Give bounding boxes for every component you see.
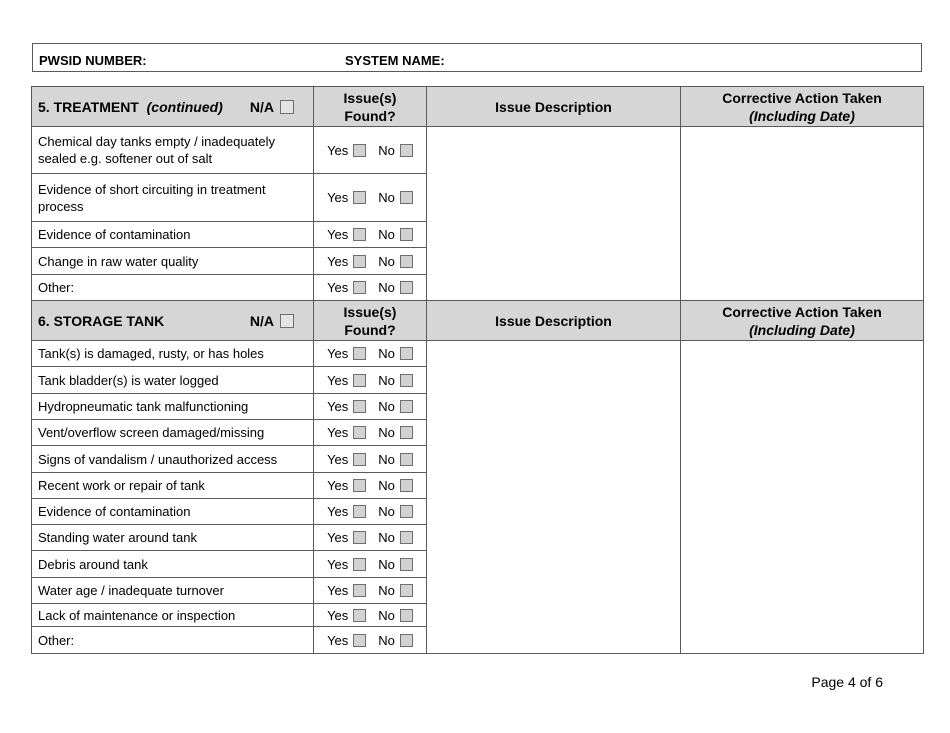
item-label: Standing water around tank: [32, 525, 314, 551]
no-label: No: [378, 583, 395, 598]
no-label: No: [378, 504, 395, 519]
yes-option: [327, 633, 366, 648]
no-checkbox[interactable]: [400, 634, 413, 647]
no-option: [378, 557, 413, 572]
no-label: No: [378, 190, 395, 205]
yes-option: [327, 280, 366, 295]
yes-checkbox[interactable]: [353, 374, 366, 387]
no-label: No: [378, 280, 395, 295]
storage-issue-description-field[interactable]: [427, 341, 681, 654]
issue-description-header: Issue Description: [427, 301, 681, 341]
no-option: [378, 254, 413, 269]
yes-checkbox[interactable]: [353, 453, 366, 466]
yes-label: Yes: [327, 190, 349, 205]
no-checkbox[interactable]: [400, 191, 413, 204]
yes-option: [327, 452, 366, 467]
item-label: Lack of maintenance or inspection: [32, 604, 314, 627]
no-option: [378, 399, 413, 414]
yes-label: Yes: [327, 253, 349, 269]
storage-title: 6. STORAGE TANK: [38, 312, 165, 329]
issues-found-line1: Issue(s): [343, 89, 397, 106]
no-checkbox[interactable]: [400, 531, 413, 544]
yes-label: Yes: [327, 142, 349, 158]
item-label: Evidence of contamination: [32, 499, 314, 525]
yes-option: [327, 557, 366, 572]
yes-no-options: [314, 248, 427, 275]
yes-no-options: [314, 627, 427, 654]
issues-found-header: [314, 87, 427, 127]
yes-no-options: [314, 394, 427, 420]
yes-label: Yes: [327, 478, 349, 493]
no-label: No: [378, 346, 395, 361]
yes-checkbox[interactable]: [353, 558, 366, 571]
treatment-item-row: [32, 127, 924, 174]
item-label: Evidence of short circuiting in treatment process: [32, 174, 314, 222]
no-option: [378, 280, 413, 295]
item-label: Other:: [32, 627, 314, 654]
yes-option: [327, 143, 366, 158]
yes-checkbox[interactable]: [353, 144, 366, 157]
no-checkbox[interactable]: [400, 374, 413, 387]
yes-option: [327, 227, 366, 242]
yes-label: Yes: [327, 227, 349, 242]
na-label: N/A: [249, 312, 274, 329]
item-label: Tank bladder(s) is water logged: [32, 367, 314, 394]
no-checkbox[interactable]: [400, 347, 413, 360]
treatment-na: [250, 99, 294, 115]
yes-label: Yes: [327, 583, 349, 598]
yes-checkbox[interactable]: [353, 584, 366, 597]
no-label: No: [378, 478, 395, 493]
yes-checkbox[interactable]: [353, 479, 366, 492]
yes-label: Yes: [327, 530, 349, 545]
yes-no-options: [314, 551, 427, 578]
yes-checkbox[interactable]: [353, 191, 366, 204]
no-label: No: [378, 607, 395, 623]
yes-no-options: [314, 341, 427, 367]
item-label: Change in raw water quality: [32, 248, 314, 275]
issues-found-line2: Found?: [344, 107, 396, 124]
no-checkbox[interactable]: [400, 609, 413, 622]
treatment-section-title: [32, 87, 314, 127]
page-number: Page 4 of 6: [811, 674, 883, 690]
yes-no-options: [314, 222, 427, 248]
treatment-header-row: [32, 87, 924, 127]
item-label: Recent work or repair of tank: [32, 473, 314, 499]
header-box: [32, 43, 922, 72]
no-label: No: [378, 372, 395, 388]
issues-found-header: [314, 301, 427, 341]
no-option: [378, 452, 413, 467]
yes-option: [327, 583, 366, 598]
no-checkbox[interactable]: [400, 228, 413, 241]
no-option: [378, 478, 413, 493]
checklist-table: [31, 86, 924, 654]
yes-option: [327, 608, 366, 623]
no-option: [378, 608, 413, 623]
checklist-body: [32, 87, 924, 654]
storage-section-title: [32, 301, 314, 341]
yes-no-options: [314, 499, 427, 525]
no-checkbox[interactable]: [400, 479, 413, 492]
no-option: [378, 143, 413, 158]
yes-no-options: [314, 525, 427, 551]
treatment-subtitle: (continued): [146, 98, 223, 115]
yes-checkbox[interactable]: [353, 505, 366, 518]
no-label: No: [378, 451, 395, 467]
na-label: N/A: [249, 98, 274, 115]
item-label: Water age / inadequate turnover: [32, 578, 314, 604]
yes-option: [327, 399, 366, 414]
yes-label: Yes: [327, 504, 349, 519]
no-checkbox[interactable]: [400, 255, 413, 268]
no-option: [378, 346, 413, 361]
yes-option: [327, 504, 366, 519]
yes-label: Yes: [327, 556, 349, 572]
yes-checkbox[interactable]: [353, 255, 366, 268]
yes-no-options: [314, 420, 427, 446]
yes-checkbox[interactable]: [353, 400, 366, 413]
yes-no-options: [314, 174, 427, 222]
no-label: No: [378, 530, 395, 545]
treatment-na-checkbox[interactable]: [280, 100, 294, 114]
no-checkbox[interactable]: [400, 558, 413, 571]
treatment-corrective-action-field[interactable]: [681, 127, 924, 301]
corrective-action-header: [681, 301, 924, 341]
yes-label: Yes: [327, 425, 349, 440]
yes-no-options: [314, 578, 427, 604]
corrective-action-header: [681, 87, 924, 127]
no-label: No: [378, 142, 395, 158]
storage-corrective-action-field[interactable]: [681, 341, 924, 654]
no-checkbox[interactable]: [400, 505, 413, 518]
item-label: Hydropneumatic tank malfunctioning: [32, 394, 314, 420]
yes-label: Yes: [327, 372, 349, 388]
no-option: [378, 504, 413, 519]
yes-checkbox[interactable]: [353, 531, 366, 544]
no-label: No: [378, 556, 395, 572]
no-checkbox[interactable]: [400, 453, 413, 466]
item-label: Vent/overflow screen damaged/missing: [32, 420, 314, 446]
no-option: [378, 227, 413, 242]
no-checkbox[interactable]: [400, 400, 413, 413]
yes-checkbox[interactable]: [353, 228, 366, 241]
no-label: No: [378, 253, 395, 269]
corrective-action-line2: (Including Date): [749, 321, 855, 338]
no-label: No: [378, 632, 395, 648]
yes-option: [327, 346, 366, 361]
yes-no-options: [314, 473, 427, 499]
no-checkbox[interactable]: [400, 144, 413, 157]
issue-description-header: Issue Description: [427, 87, 681, 127]
item-label: Evidence of contamination: [32, 222, 314, 248]
item-label: Other:: [32, 275, 314, 301]
no-checkbox[interactable]: [400, 426, 413, 439]
system-name-label: SYSTEM NAME:: [345, 53, 445, 68]
pwsid-label: PWSID NUMBER:: [39, 53, 147, 68]
item-label: Signs of vandalism / unauthorized access: [32, 446, 314, 473]
corrective-action-line1: Corrective Action Taken: [722, 303, 882, 320]
yes-option: [327, 373, 366, 388]
yes-label: Yes: [327, 399, 349, 414]
yes-no-options: [314, 127, 427, 174]
yes-option: [327, 530, 366, 545]
yes-option: [327, 190, 366, 205]
no-label: No: [378, 399, 395, 414]
yes-checkbox[interactable]: [353, 609, 366, 622]
no-option: [378, 425, 413, 440]
item-label: Tank(s) is damaged, rusty, or has holes: [32, 341, 314, 367]
no-option: [378, 530, 413, 545]
corrective-action-line2: (Including Date): [749, 107, 855, 124]
yes-label: Yes: [327, 632, 349, 648]
yes-label: Yes: [327, 451, 349, 467]
yes-checkbox[interactable]: [353, 426, 366, 439]
no-option: [378, 633, 413, 648]
no-checkbox[interactable]: [400, 281, 413, 294]
yes-no-options: [314, 367, 427, 394]
yes-option: [327, 425, 366, 440]
yes-option: [327, 478, 366, 493]
yes-checkbox[interactable]: [353, 347, 366, 360]
issues-found-line1: Issue(s): [343, 303, 397, 320]
yes-no-options: [314, 275, 427, 301]
no-option: [378, 583, 413, 598]
storage-na: [250, 313, 294, 329]
item-label: Chemical day tanks empty / inadequately sealed e.g. softener out of salt: [32, 127, 314, 174]
issues-found-line2: Found?: [344, 321, 396, 338]
no-checkbox[interactable]: [400, 584, 413, 597]
corrective-action-line1: Corrective Action Taken: [722, 89, 882, 106]
storage-na-checkbox[interactable]: [280, 314, 294, 328]
yes-label: Yes: [327, 280, 349, 295]
no-option: [378, 190, 413, 205]
no-label: No: [378, 227, 395, 242]
yes-no-options: [314, 604, 427, 627]
treatment-issue-description-field[interactable]: [427, 127, 681, 301]
yes-checkbox[interactable]: [353, 281, 366, 294]
yes-label: Yes: [327, 607, 349, 623]
yes-no-options: [314, 446, 427, 473]
storage-header-row: [32, 301, 924, 341]
yes-checkbox[interactable]: [353, 634, 366, 647]
yes-label: Yes: [327, 346, 349, 361]
treatment-title: 5. TREATMENT: [38, 98, 139, 115]
storage-item-row: [32, 341, 924, 367]
no-option: [378, 373, 413, 388]
yes-option: [327, 254, 366, 269]
no-label: No: [378, 425, 395, 440]
item-label: Debris around tank: [32, 551, 314, 578]
